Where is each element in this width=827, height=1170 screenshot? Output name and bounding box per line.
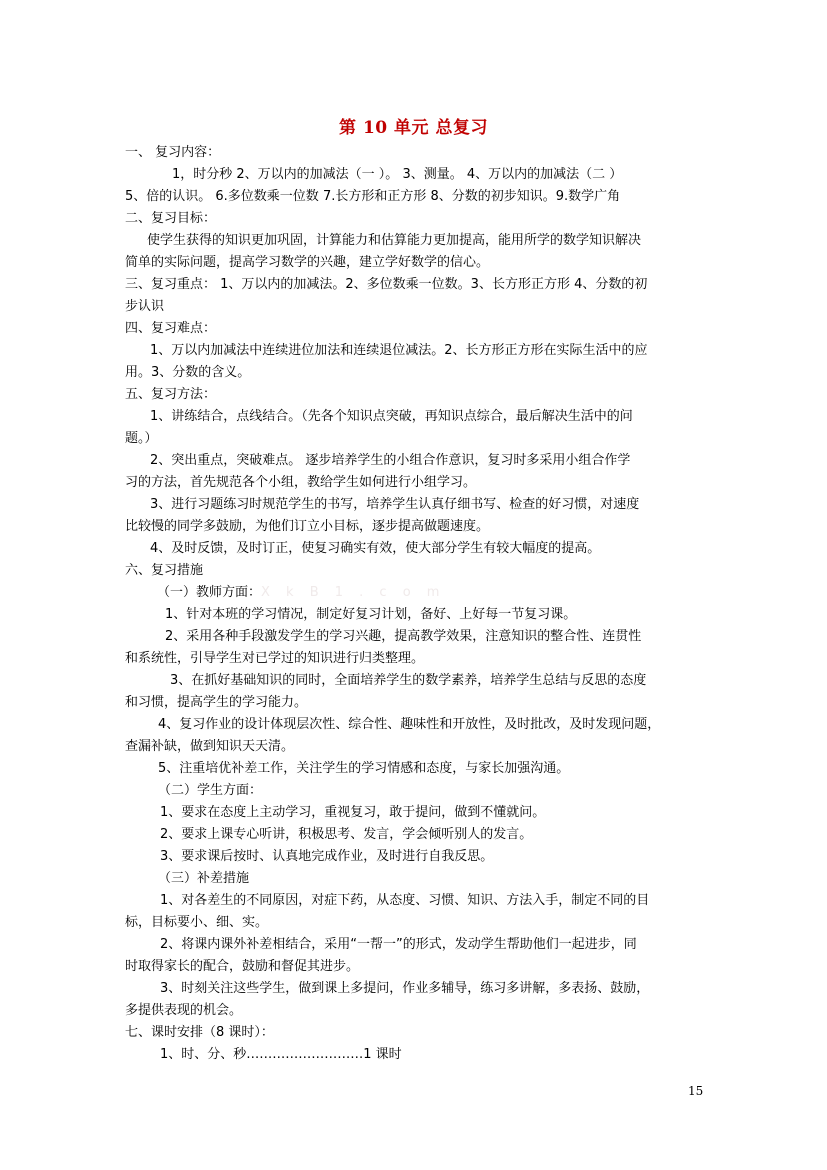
text-line: 用。3、分数的含义。 xyxy=(125,365,251,380)
text-line: 和系统性，引导学生对已学过的知识进行归类整理。 xyxy=(125,651,425,666)
text-line xyxy=(157,583,445,603)
text-line: 1、万以内加减法中连续进位加法和连续退位减法。2、长方形正方形在实际生活中的应 xyxy=(150,343,648,358)
text-line: 比较慢的同学多鼓励，为他们订立小目标，逐步提高做题速度。 xyxy=(125,519,490,534)
text-line: 多提供表现的机会。 xyxy=(125,1003,243,1018)
text-line: 一、 复习内容： xyxy=(125,145,221,160)
text-line: 1、对各差生的不同原因，对症下药，从态度、习惯、知识、方法入手，制定不同的目 xyxy=(160,893,650,908)
text-line: 4、复习作业的设计体现层次性、综合性、趣味性和开放性，及时批改，及时发现问题， xyxy=(158,717,661,732)
text-line: 查漏补缺，做到知识天天清。 xyxy=(125,739,295,754)
text-line: （三）补差措施 xyxy=(158,871,250,886)
text-line: 四、复习难点： xyxy=(125,321,217,336)
text-line: 七、课时安排（8 课时）： xyxy=(125,1025,274,1040)
text-line: 和习惯，提高学生的学习能力。 xyxy=(125,695,308,710)
text-line: 1，时分秒 2、万以内的加减法（一 ）。 3、测量。 4、万以内的加减法（二 ） xyxy=(172,167,623,182)
text-line: 步认识 xyxy=(125,299,165,314)
text-line: 时取得家长的配合，鼓励和督促其进步。 xyxy=(125,959,360,974)
text-line: 题。） xyxy=(125,431,158,446)
text-line: 使学生获得的知识更加巩固，计算能力和估算能力更加提高，能用所学的数学知识解决 xyxy=(147,233,642,248)
text-line: 4、及时反馈，及时订正，使复习确实有效，使大部分学生有较大幅度的提高。 xyxy=(150,541,601,556)
text-line: 2、将课内课外补差相结合，采用“一帮一”的形式，发动学生帮助他们一起进步，同 xyxy=(160,937,637,952)
text-line: 3、进行习题练习时规范学生的书写，培养学生认真仔细书写、检查的好习惯，对速度 xyxy=(150,497,640,512)
text-line: 标，目标要小、细、实。 xyxy=(125,915,269,930)
text-line: 习的方法，首先规范各个小组，教给学生如何进行小组学习。 xyxy=(125,475,477,490)
text-line: 5、倍的认识。 6.多位数乘一位数 7.长方形和正方形 8、分数的初步知识。9.数学广角 xyxy=(125,189,621,204)
watermark: X k B 1 . c o m xyxy=(261,585,446,600)
text-line: 3、在抓好基础知识的同时，全面培养学生的数学素养，培养学生总结与反思的态度 xyxy=(170,673,647,688)
text-line: 六、复习措施 xyxy=(125,563,204,578)
text-line: （二）学生方面： xyxy=(158,783,263,798)
text-line: 5、注重培优补差工作，关注学生的学习情感和态度，与家长加强沟通。 xyxy=(158,761,570,776)
text-line: 简单的实际问题，提高学习数学的兴趣，建立学好数学的信心。 xyxy=(125,255,490,270)
text-line: 2、采用各种手段激发学生的学习兴趣，提高教学效果，注意知识的整合性、连贯性 xyxy=(165,629,642,644)
text-line: 2、突出重点，突破难点。 逐步培养学生的小组合作意识，复习时多采用小组合作学 xyxy=(150,453,631,468)
text-line: 1、要求在态度上主动学习，重视复习，敢于提问，做到不懂就问。 xyxy=(160,805,546,820)
text-line: 1、针对本班的学习情况，制定好复习计划，备好、上好每一节复习课。 xyxy=(165,607,577,622)
document-title: 第 10 单元 总复习 xyxy=(339,118,488,138)
text-span: （一）教师方面： xyxy=(157,585,262,600)
text-line: 1、时、分、秒………………………1 课时 xyxy=(160,1047,402,1062)
text-line: 三、复习重点： 1、万以内的加减法。2、多位数乘一位数。3、长方形正方形 4、分数的初 xyxy=(125,277,648,292)
text-line: 3、要求课后按时、认真地完成作业，及时进行自我反思。 xyxy=(160,849,494,864)
text-line: 二、复习目标： xyxy=(125,211,217,226)
page-number: 15 xyxy=(688,1084,704,1098)
text-line: 3、时刻关注这些学生，做到课上多提问，作业多辅导，练习多讲解，多表扬、鼓励， xyxy=(160,981,650,996)
text-line: 2、要求上课专心听讲，积极思考、发言，学会倾听别人的发言。 xyxy=(160,827,533,842)
text-line: 1、讲练结合，点线结合。（先各个知识点突破，再知识点综合，最后解决生活中的问 xyxy=(150,409,633,424)
text-line: 五、复习方法： xyxy=(125,387,217,402)
